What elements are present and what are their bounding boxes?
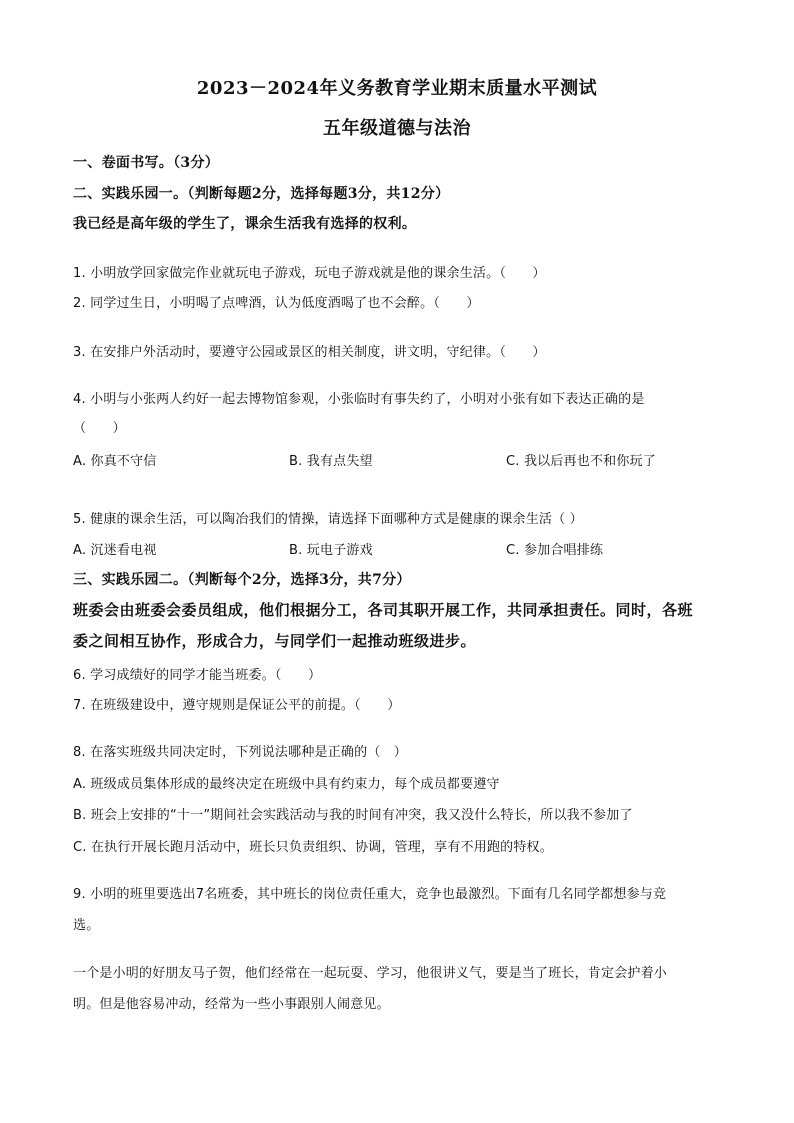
q4-option-a: A. 你真不守信 [73,454,157,469]
question-6: 6. 学习成绩好的同学才能当班委。（ ） [73,668,322,683]
question-5: 5. 健康的课余生活，可以陶冶我们的情操，请选择下面哪种方式是健康的课余生活（ ） [73,512,583,527]
section-3-intro-line-2: 委之间相互协作，形成合力，与同学们一起推动班级进步。 [73,632,477,650]
question-3: 3. 在安排户外活动时，要遵守公园或景区的相关制度，讲文明，守纪律。（ ） [73,345,546,360]
question-9-cont: 选。 [73,918,100,933]
q8-option-b: B. 班会上安排的“十一”期间社会实践活动与我的时间有冲突，我又没什么特长，所以我不参加了 [73,808,633,823]
section-1-title: 一、卷面书写。（3分） [73,155,220,171]
q5-option-c: C. 参加合唱排练 [506,543,604,558]
paragraph-line-1: 一个是小明的好朋友马子贺，他们经常在一起玩耍、学习，他很讲义气，要是当了班长，肯定会护着小 [73,966,668,981]
q5-option-b: B. 玩电子游戏 [289,543,373,558]
q8-option-c: C. 在执行开展长跑月活动中，班长只负责组织、协调，管理，享有不用跑的特权。 [73,840,553,855]
exam-title: 2023－2024年义务教育学业期末质量水平测试 [196,78,598,99]
section-3-intro-line-1: 班委会由班委会委员组成，他们根据分工，各司其职开展工作，共同承担责任。同时，各班 [73,601,694,619]
q5-option-a: A. 沉迷看电视 [73,543,157,558]
paragraph-line-2: 明。但是他容易冲动，经常为一些小事跟别人闹意见。 [73,997,390,1012]
q4-option-b: B. 我有点失望 [289,454,373,469]
section-2-title: 二、实践乐园一。（判断每题2分，选择每题3分，共12分） [73,186,450,202]
question-7: 7. 在班级建设中，遵守规则是保证公平的前提。（ ） [73,698,401,713]
section-2-intro: 我已经是高年级的学生了，课余生活我有选择的权利。 [73,216,417,232]
question-4-blank: （ ） [73,421,126,436]
question-1: 1. 小明放学回家做完作业就玩电子游戏，玩电子游戏就是他的课余生活。（ ） [73,266,546,281]
q4-option-c: C. 我以后再也不和你玩了 [506,454,656,469]
question-9: 9. 小明的班里要选出7名班委，其中班长的岗位责任重大，竞争也最激烈。下面有几名同学都想参与竞 [73,887,667,902]
question-4: 4. 小明与小张两人约好一起去博物馆参观，小张临时有事失约了，小明对小张有如下表达正确的是 [73,392,645,407]
exam-subtitle: 五年级道德与法治 [323,118,471,139]
question-2: 2. 同学过生日，小明喝了点啤酒，认为低度酒喝了也不会醉。（ ） [73,296,480,311]
section-3-title: 三、实践乐园二。（判断每个2分，选择3分，共7分） [73,572,411,588]
question-8: 8. 在落实班级共同决定时，下列说法哪种是正确的（ ） [73,745,407,760]
q8-option-a: A. 班级成员集体形成的最终决定在班级中具有约束力，每个成员都要遵守 [73,777,500,792]
